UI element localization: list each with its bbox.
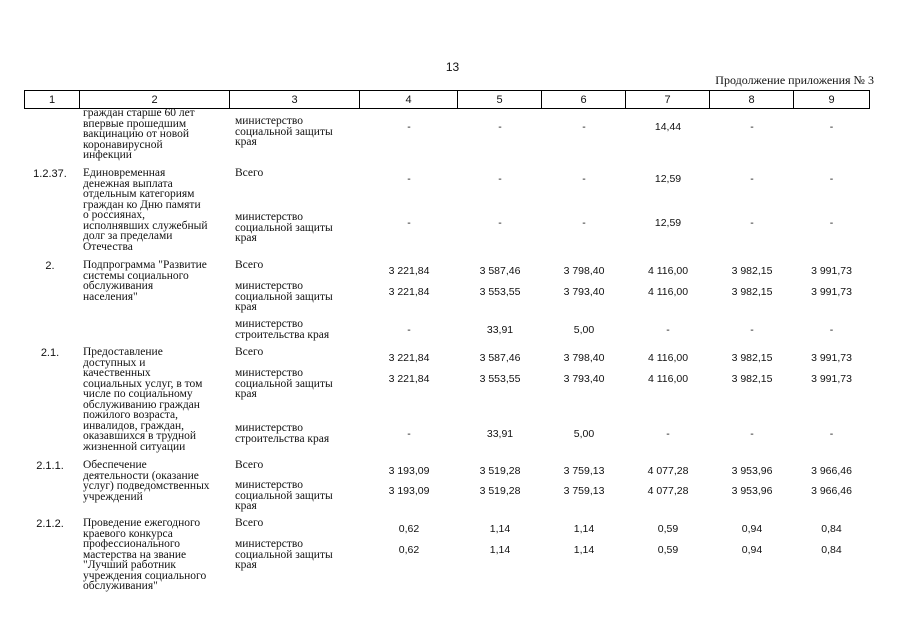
executor-line: министерство: [235, 318, 303, 330]
row-name-line: профессионального: [83, 538, 181, 550]
value-col-9: -: [829, 121, 834, 133]
value-col-7: 0,59: [657, 523, 679, 535]
executor-line: социальной защиты: [235, 377, 333, 390]
executor-cell: [235, 480, 333, 512]
executor-line: министерство: [235, 479, 303, 491]
row-code: 2.1.1.: [36, 460, 64, 472]
executor-line: строительства края: [235, 432, 330, 445]
value-col-6: 3 759,13: [563, 485, 605, 497]
executor-line: социальной защиты: [235, 125, 333, 138]
row-name-line: оказавшихся в трудной: [83, 430, 197, 442]
value-col-9: 3 991,73: [811, 265, 852, 277]
executor-line: министерство: [235, 280, 303, 292]
executor-cell: [235, 281, 333, 313]
executor-line: Всего: [235, 259, 264, 271]
value-col-5: 3 587,46: [479, 352, 521, 364]
value-col-4: 3 193,09: [388, 485, 430, 497]
value-col-8: 3 953,96: [731, 485, 773, 497]
executor-cell: [235, 260, 263, 271]
header-col-8: 8: [710, 91, 794, 109]
value-col-8: 0,94: [741, 544, 763, 556]
row-name-line: "Лучший работник: [83, 559, 177, 571]
row-name-line: Отечества: [83, 240, 133, 253]
row-code: 1.2.37.: [33, 168, 67, 180]
row-name-line: долг за пределами: [83, 230, 173, 242]
value-col-6: 3 793,40: [563, 286, 605, 298]
executor-line: Всего: [235, 167, 264, 179]
row-name-line: исполнявших служебный: [83, 219, 208, 232]
executor-cell: [235, 518, 263, 529]
value-col-9: -: [829, 217, 834, 229]
value-col-8: 3 982,15: [731, 265, 773, 277]
row-name: [83, 518, 206, 592]
executor-line: министерство: [235, 115, 303, 127]
value-col-4: 0,62: [398, 523, 420, 535]
value-col-9: 3 966,46: [811, 465, 852, 477]
executor-line: края: [235, 500, 257, 512]
value-col-7: 4 116,00: [647, 352, 689, 364]
executor-line: социальной защиты: [235, 489, 333, 502]
value-col-4: 3 221,84: [388, 352, 430, 364]
row-name-line: мастерства на звание: [83, 548, 187, 561]
value-col-9: 3 991,73: [811, 352, 852, 364]
row-name-line: Обеспечение: [83, 459, 147, 471]
value-col-5: 3 519,28: [479, 465, 521, 477]
value-col-4: -: [407, 428, 411, 440]
value-col-7: 4 116,00: [647, 265, 689, 277]
value-col-5: 33,91: [486, 428, 514, 440]
row-name-line: инвалидов, граждан,: [83, 419, 184, 432]
value-col-9: 0,84: [821, 544, 842, 556]
header-col-6: 6: [542, 91, 626, 109]
header-col-1: 1: [25, 91, 80, 109]
executor-line: края: [235, 388, 257, 400]
row-name-line: денежная выплата: [83, 177, 173, 190]
row-name-line: учреждения социального: [83, 569, 207, 582]
value-col-9: -: [829, 324, 834, 336]
value-col-7: 14,44: [654, 121, 682, 133]
value-col-5: 3 553,55: [479, 286, 521, 298]
value-col-8: 3 982,15: [731, 373, 773, 385]
row-name-line: обслуживания": [83, 580, 158, 592]
row-name-line: инфекции: [83, 149, 132, 161]
row-name-line: Предоставление: [83, 346, 163, 358]
executor-cell: [235, 212, 333, 244]
row-name: [83, 168, 207, 252]
value-col-5: 33,91: [486, 324, 514, 336]
value-col-5: 3 519,28: [479, 485, 521, 497]
executor-line: социальной защиты: [235, 221, 333, 234]
executor-line: Всего: [235, 459, 264, 471]
value-col-5: 3 553,55: [479, 373, 521, 385]
executor-cell: [235, 168, 263, 179]
value-col-7: 12,59: [654, 173, 682, 185]
row-name-line: граждан ко Дню памяти: [83, 198, 201, 211]
value-col-6: 3 793,40: [563, 373, 605, 385]
row-name-line: Подпрограмма "Развитие: [83, 259, 207, 271]
value-col-6: 5,00: [573, 324, 595, 336]
row-name-line: услуг) подведомственных: [83, 480, 210, 492]
value-col-9: -: [829, 173, 834, 185]
row-name-line: социальных услуг, в том: [83, 377, 203, 390]
row-code: 2.1.: [40, 347, 60, 359]
value-col-6: 1,14: [573, 544, 595, 556]
value-col-6: 3 798,40: [563, 265, 605, 277]
value-col-6: -: [582, 121, 586, 133]
header-col-9: 9: [794, 91, 870, 109]
value-col-5: -: [498, 121, 502, 133]
row-code: 2.: [45, 260, 55, 272]
value-col-8: -: [750, 217, 754, 229]
value-col-4: -: [407, 324, 411, 336]
value-col-7: -: [666, 324, 670, 336]
value-col-8: 3 982,15: [731, 352, 773, 364]
row-name: [83, 108, 195, 161]
value-col-9: 0,84: [821, 523, 842, 535]
value-col-5: -: [498, 217, 502, 229]
value-col-4: 3 193,09: [388, 465, 430, 477]
executor-cell: [235, 539, 333, 571]
header-col-5: 5: [458, 91, 542, 109]
row-name-line: вакцинацию от новой: [83, 128, 189, 140]
row-name-line: системы социального: [83, 269, 189, 282]
row-name-line: жизненной ситуации: [83, 440, 186, 453]
value-col-8: 0,94: [741, 523, 763, 535]
row-name-line: обслуживания: [83, 280, 154, 292]
value-col-4: -: [407, 217, 411, 229]
row-name-line: впервые прошедшим: [83, 117, 187, 130]
value-col-9: 3 991,73: [811, 286, 852, 298]
value-col-6: 3 759,13: [563, 465, 605, 477]
header-col-3: 3: [230, 91, 360, 109]
value-col-8: -: [750, 428, 754, 440]
value-col-5: 1,14: [489, 544, 511, 556]
value-col-7: 4 116,00: [647, 373, 689, 385]
row-name: [83, 347, 202, 452]
executor-line: социальной защиты: [235, 290, 333, 303]
executor-cell: [235, 347, 263, 358]
row-name-line: доступных и: [83, 356, 146, 369]
row-name-line: обслуживанию граждан: [83, 398, 200, 411]
value-col-6: 3 798,40: [563, 352, 605, 364]
executor-line: министерство: [235, 367, 303, 379]
executor-cell: [235, 368, 333, 400]
value-col-8: 3 982,15: [731, 286, 773, 298]
value-col-4: 3 221,84: [388, 265, 430, 277]
page-number: 13: [445, 60, 460, 74]
value-col-4: -: [407, 121, 411, 133]
value-col-4: -: [407, 173, 411, 185]
executor-line: министерство: [235, 538, 303, 550]
executor-line: министерство: [235, 211, 303, 223]
executor-cell: [235, 116, 333, 148]
row-name-line: Единовременная: [83, 167, 166, 179]
row-name: [83, 460, 210, 502]
value-col-7: 12,59: [654, 217, 682, 229]
row-name-line: населения": [83, 290, 138, 303]
executor-line: края: [235, 136, 257, 148]
row-name-line: учреждений: [83, 490, 143, 503]
value-col-8: -: [750, 173, 754, 185]
value-col-5: 3 587,46: [479, 265, 521, 277]
value-col-4: 0,62: [398, 544, 420, 556]
header-col-2: 2: [80, 91, 230, 109]
row-name-line: коронавирусной: [83, 138, 163, 151]
row-name-line: числе по социальному: [83, 388, 193, 400]
value-col-5: 1,14: [489, 523, 511, 535]
row-name-line: пожилого возраста,: [83, 409, 179, 421]
value-col-9: 3 966,46: [811, 485, 852, 497]
value-col-5: -: [498, 173, 502, 185]
row-name-line: качественных: [83, 367, 151, 379]
row-name-line: деятельности (оказание: [83, 469, 199, 482]
value-col-7: 4 077,28: [647, 485, 689, 497]
value-col-9: 3 991,73: [811, 373, 852, 385]
executor-cell: [235, 319, 329, 340]
row-code: 2.1.2.: [36, 518, 64, 530]
value-col-6: 1,14: [573, 523, 595, 535]
header-col-7: 7: [626, 91, 710, 109]
value-col-7: -: [666, 428, 670, 440]
executor-line: строительства края: [235, 328, 330, 341]
header-col-4: 4: [360, 91, 458, 109]
row-name: [83, 260, 207, 302]
executor-line: Всего: [235, 517, 264, 529]
value-col-8: -: [750, 324, 754, 336]
appendix-continuation-label: Продолжение приложения № 3: [715, 73, 874, 87]
value-col-6: -: [582, 173, 586, 185]
value-col-7: 0,59: [657, 544, 679, 556]
value-col-4: 3 221,84: [388, 373, 430, 385]
executor-line: края: [235, 301, 257, 313]
executor-line: министерство: [235, 422, 303, 434]
value-col-7: 4 116,00: [647, 286, 689, 298]
executor-line: края: [235, 559, 257, 571]
value-col-9: -: [829, 428, 834, 440]
executor-line: социальной защиты: [235, 548, 333, 561]
value-col-7: 4 077,28: [647, 465, 689, 477]
value-col-8: 3 953,96: [731, 465, 773, 477]
value-col-4: 3 221,84: [388, 286, 430, 298]
row-name-line: краевого конкурса: [83, 527, 173, 540]
row-name-line: отдельным категориям: [83, 188, 195, 200]
executor-cell: [235, 460, 263, 471]
executor-cell: [235, 423, 329, 444]
executor-line: края: [235, 232, 257, 244]
value-col-6: -: [582, 217, 586, 229]
value-col-8: -: [750, 121, 754, 133]
executor-line: Всего: [235, 346, 264, 358]
row-name-line: о россиянах,: [83, 209, 145, 221]
row-name-line: граждан старше 60 лет: [83, 107, 195, 119]
value-col-6: 5,00: [573, 428, 595, 440]
row-name-line: Проведение ежегодного: [83, 517, 201, 529]
